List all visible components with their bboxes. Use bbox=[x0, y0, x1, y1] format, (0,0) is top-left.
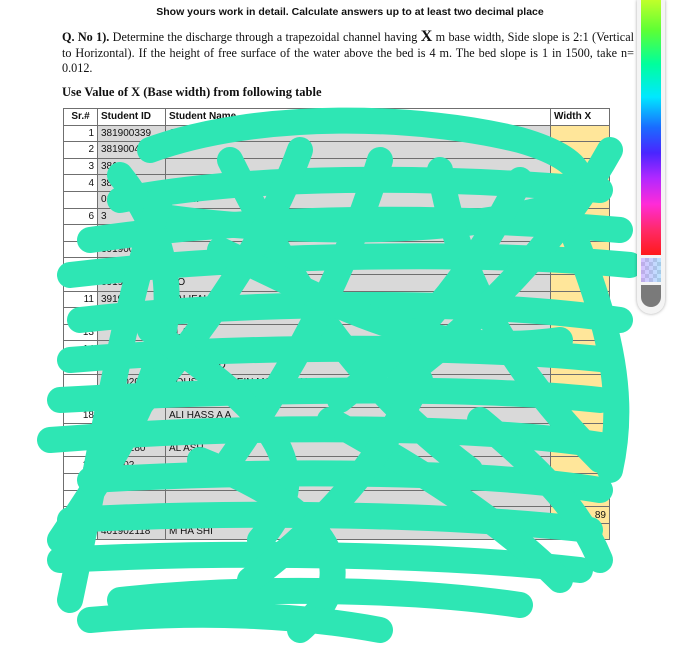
row-student-name-cell: AHEF bbox=[166, 258, 551, 275]
row-width-cell[interactable] bbox=[551, 241, 610, 258]
row-width-cell[interactable] bbox=[551, 158, 610, 175]
table-row bbox=[64, 125, 610, 142]
table-row bbox=[64, 274, 610, 291]
row-sr-cell: 8 bbox=[64, 241, 98, 258]
row-student-name-cell: RANI bbox=[166, 308, 551, 325]
table-row bbox=[64, 158, 610, 175]
row-student-id-cell: 901654 bbox=[98, 507, 166, 524]
table-row bbox=[64, 374, 610, 391]
row-student-id-cell bbox=[98, 490, 166, 507]
row-sr-cell bbox=[64, 440, 98, 457]
row-student-id-cell bbox=[98, 357, 166, 374]
table-row bbox=[64, 142, 610, 159]
row-student-id-cell: 38190049 bbox=[98, 142, 166, 159]
row-student-id-cell: 0277 bbox=[98, 424, 166, 441]
scribble-stroke bbox=[60, 555, 580, 570]
row-width-cell[interactable] bbox=[551, 274, 610, 291]
row-sr-cell: 11 bbox=[64, 291, 98, 308]
header-student-id: Student ID bbox=[98, 109, 166, 126]
table-row bbox=[64, 407, 610, 424]
scribble-stroke bbox=[90, 615, 380, 630]
row-sr-cell: 22 bbox=[64, 474, 98, 491]
row-sr-cell: 3 bbox=[64, 158, 98, 175]
row-sr-cell: 12 bbox=[64, 308, 98, 325]
table-row bbox=[64, 208, 610, 225]
table-row bbox=[64, 474, 610, 491]
table-row bbox=[64, 523, 610, 540]
row-student-name-cell: AL ASH bbox=[166, 440, 551, 457]
row-sr-cell bbox=[64, 374, 98, 391]
hue-slider[interactable] bbox=[641, 0, 661, 255]
row-width-cell[interactable] bbox=[551, 374, 610, 391]
row-width-cell[interactable] bbox=[551, 175, 610, 192]
row-student-id-cell: 39 bbox=[98, 341, 166, 358]
row-student-name-cell: YOUSIF HUSSEIN MOHAMMAD bbox=[166, 374, 551, 391]
table-row bbox=[64, 341, 610, 358]
row-student-name-cell: OMAR bbox=[166, 125, 551, 142]
table-row bbox=[64, 291, 610, 308]
row-sr-cell: 2 bbox=[64, 142, 98, 159]
row-sr-cell: 14 bbox=[64, 341, 98, 358]
table-row bbox=[64, 440, 610, 457]
row-student-id-cell: 3929020 bbox=[98, 374, 166, 391]
row-student-name-cell bbox=[166, 457, 551, 474]
header-sr: Sr.# bbox=[64, 109, 98, 126]
row-student-name-cell bbox=[166, 158, 551, 175]
table-row bbox=[64, 507, 610, 524]
table-row bbox=[64, 324, 610, 341]
row-student-id-cell: 391 bbox=[98, 308, 166, 325]
row-width-cell[interactable] bbox=[551, 523, 610, 540]
table-row bbox=[64, 258, 610, 275]
row-student-name-cell bbox=[166, 241, 551, 258]
header-width: Width X bbox=[551, 109, 610, 126]
row-width-cell[interactable] bbox=[551, 457, 610, 474]
row-sr-cell: 7 bbox=[64, 225, 98, 242]
row-sr-cell: 19 bbox=[64, 424, 98, 441]
row-student-id-cell: 381 bbox=[98, 158, 166, 175]
row-width-cell[interactable] bbox=[551, 258, 610, 275]
question-text bbox=[62, 29, 634, 77]
question-body-2: m base width, Side slope is 2:1 (Vertical to Horizontal). If the height of free surface of the water above the bed is 4 m. The bed slope is 1 in 1500, take n= 0.012. bbox=[62, 30, 635, 75]
table-row bbox=[64, 391, 610, 408]
row-sr-cell bbox=[64, 523, 98, 540]
table-row bbox=[64, 308, 610, 325]
row-width-cell[interactable] bbox=[551, 424, 610, 441]
row-width-cell[interactable] bbox=[551, 142, 610, 159]
table-row bbox=[64, 175, 610, 192]
row-sr-cell: 23 bbox=[64, 490, 98, 507]
table-row bbox=[64, 225, 610, 242]
table-row bbox=[64, 424, 610, 441]
row-sr-cell: 6 bbox=[64, 208, 98, 225]
row-sr-cell bbox=[64, 191, 98, 208]
row-width-cell[interactable] bbox=[551, 324, 610, 341]
row-student-id-cell: 3919 bbox=[98, 274, 166, 291]
row-student-id-cell: 401902118 bbox=[98, 523, 166, 540]
row-student-name-cell: ALI HASS A A bbox=[166, 407, 551, 424]
row-student-name-cell: DULAZIZ AHMED ALMASAD bbox=[166, 341, 551, 358]
row-student-name-cell bbox=[166, 175, 551, 192]
instruction-header: Show yours work in detail. Calculate answers up to at least two decimal place bbox=[156, 6, 544, 18]
row-sr-cell: 13 bbox=[64, 324, 98, 341]
row-student-id-cell bbox=[98, 324, 166, 341]
row-student-id-cell: 392 027 bbox=[98, 407, 166, 424]
row-sr-cell: 15 bbox=[64, 357, 98, 374]
row-student-name-cell: ALABR bbox=[166, 324, 551, 341]
row-student-name-cell: OHAM bbox=[166, 191, 551, 208]
row-sr-cell bbox=[64, 507, 98, 524]
row-width-cell[interactable] bbox=[551, 308, 610, 325]
row-width-cell[interactable] bbox=[551, 490, 610, 507]
row-width-cell[interactable] bbox=[551, 474, 610, 491]
table-row bbox=[64, 241, 610, 258]
row-width-cell[interactable] bbox=[551, 291, 610, 308]
row-student-id-cell: 39290280 bbox=[98, 440, 166, 457]
row-width-cell[interactable] bbox=[551, 357, 610, 374]
row-student-name-cell: ABUSHA WI bbox=[166, 507, 551, 524]
table-heading: Use Value of X (Base width) from following table bbox=[62, 85, 322, 99]
row-student-name-cell: M HA SHI bbox=[166, 523, 551, 540]
row-sr-cell bbox=[64, 391, 98, 408]
table-row bbox=[64, 490, 610, 507]
row-student-name-cell bbox=[166, 142, 551, 159]
row-student-id-cell: 381900339 bbox=[98, 125, 166, 142]
row-width-cell[interactable] bbox=[551, 225, 610, 242]
row-width-cell[interactable]: 89 bbox=[551, 507, 610, 524]
table-body bbox=[64, 125, 610, 540]
x-variable: X bbox=[420, 28, 433, 45]
row-sr-cell: 21 bbox=[64, 457, 98, 474]
row-width-cell[interactable] bbox=[551, 341, 610, 358]
row-student-id-cell: 391902 bbox=[98, 291, 166, 308]
row-student-id-cell: 3929026 bbox=[98, 391, 166, 408]
row-student-id-cell: 38 bbox=[98, 175, 166, 192]
row-student-id-cell: 3 bbox=[98, 225, 166, 242]
table-row bbox=[64, 457, 610, 474]
row-sr-cell: 1 bbox=[64, 125, 98, 142]
selected-color-swatch[interactable] bbox=[641, 285, 661, 307]
opacity-slider[interactable] bbox=[641, 258, 661, 282]
row-student-id-cell: 392902 bbox=[98, 457, 166, 474]
row-student-name-cell: RTD bbox=[166, 474, 551, 491]
row-sr-cell: 18 bbox=[64, 407, 98, 424]
table-row bbox=[64, 191, 610, 208]
row-student-name-cell: ALMAJE OHAM SALEM DA bbox=[166, 391, 551, 408]
row-student-name-cell: KH AZIZ RAHMAN bbox=[166, 424, 551, 441]
row-width-cell[interactable] bbox=[551, 191, 610, 208]
row-width-cell[interactable] bbox=[551, 391, 610, 408]
row-student-name-cell: ALI M OR ID bbox=[166, 357, 551, 374]
row-sr-cell: 9 bbox=[64, 258, 98, 275]
row-width-cell[interactable] bbox=[551, 407, 610, 424]
row-student-name-cell bbox=[166, 490, 551, 507]
scribble-stroke bbox=[120, 591, 520, 605]
row-student-name-cell: MO bbox=[166, 274, 551, 291]
question-number: Q. No 1). bbox=[62, 30, 110, 44]
row-width-cell[interactable] bbox=[551, 208, 610, 225]
row-width-cell[interactable] bbox=[551, 125, 610, 142]
row-width-cell[interactable] bbox=[551, 440, 610, 457]
row-sr-cell: 4 bbox=[64, 175, 98, 192]
row-student-id-cell: 401900 bbox=[98, 474, 166, 491]
row-student-id-cell: 3 bbox=[98, 208, 166, 225]
row-student-name-cell: HALIFAH bbox=[166, 291, 551, 308]
row-sr-cell: 10 bbox=[64, 274, 98, 291]
row-student-id-cell: 391900 bbox=[98, 241, 166, 258]
row-student-id-cell: 0150 bbox=[98, 191, 166, 208]
row-student-name-cell bbox=[166, 208, 551, 225]
color-picker[interactable] bbox=[637, 0, 665, 314]
question-body-1: Determine the discharge through a trapezoidal channel having bbox=[112, 30, 418, 44]
student-table bbox=[63, 108, 610, 540]
row-student-name-cell bbox=[166, 225, 551, 242]
table-row bbox=[64, 357, 610, 374]
row-student-id-cell: 391 bbox=[98, 258, 166, 275]
table-header-row bbox=[64, 109, 610, 126]
header-student-name: Student Name bbox=[166, 109, 551, 126]
